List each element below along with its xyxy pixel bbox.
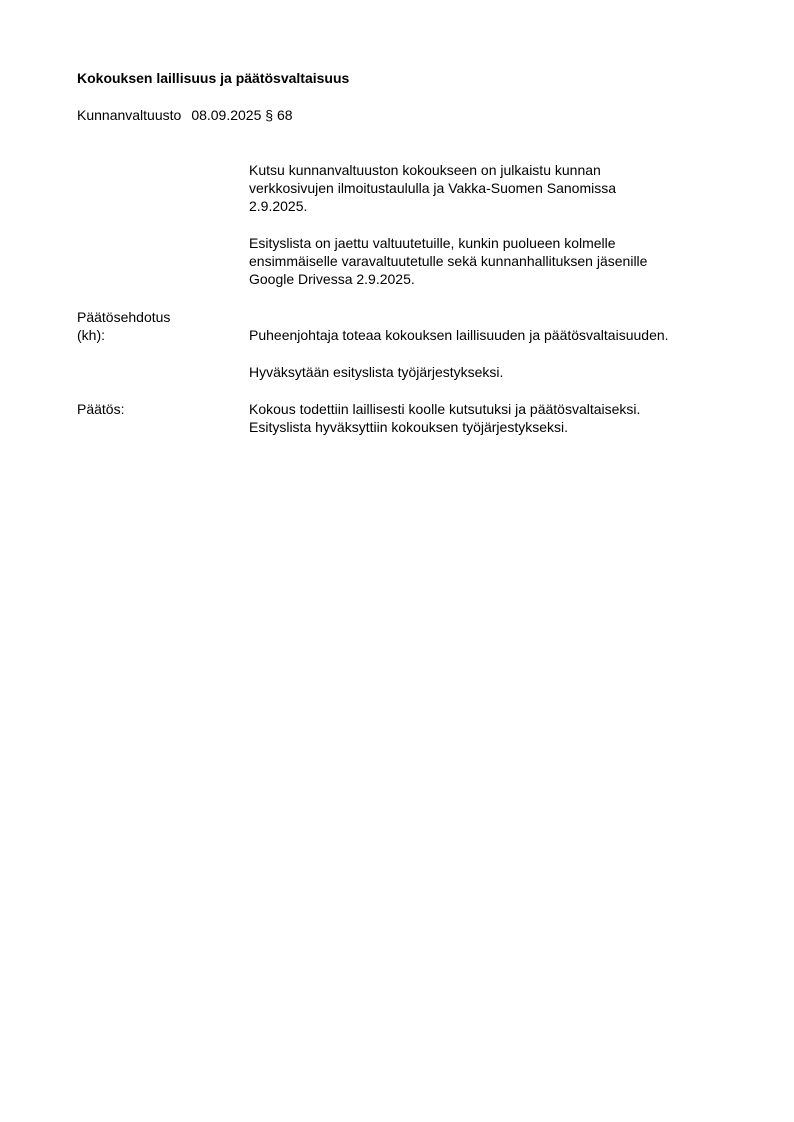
meeting-body: Kunnanvaltuusto bbox=[77, 107, 182, 123]
text-line: Google Drivessa 2.9.2025. bbox=[249, 271, 415, 287]
proposal-text-2 bbox=[249, 363, 749, 381]
intro-paragraph-1 bbox=[249, 161, 749, 215]
text-line: ensimmäiselle varavaltuutetulle sekä kunnanhallituksen jäsenille bbox=[249, 253, 648, 269]
meeting-reference bbox=[77, 106, 293, 124]
text-line: verkkosivujen ilmoitustaululla ja Vakka-Suomen Sanomissa bbox=[249, 180, 617, 196]
text-line: 2.9.2025. bbox=[249, 198, 308, 214]
decision-line-2: Esityslista hyväksyttiin kokouksen työjärjestykseksi. bbox=[249, 419, 568, 435]
decision-line-1: Kokous todettiin laillisesti koolle kutsutuksi ja päätösvaltaiseksi. bbox=[249, 401, 641, 417]
decision-text bbox=[249, 400, 749, 436]
document-title: Kokouksen laillisuus ja päätösvaltaisuus bbox=[77, 70, 350, 86]
decision-label: Päätös: bbox=[77, 401, 125, 417]
proposal-text bbox=[249, 326, 749, 344]
text-line: Kutsu kunnanvaltuuston kokoukseen on julkaistu kunnan bbox=[249, 162, 601, 178]
proposal-line-2: Hyväksytään esityslista työjärjestykseksi. bbox=[249, 364, 504, 380]
proposal-label-line-1: Päätösehdotus bbox=[77, 309, 171, 325]
proposal-label-line-2: (kh): bbox=[77, 327, 105, 343]
text-line: Esityslista on jaettu valtuutetuille, kunkin puolueen kolmelle bbox=[249, 235, 616, 251]
proposal-label bbox=[77, 308, 170, 344]
proposal-line-1: Puheenjohtaja toteaa kokouksen laillisuuden ja päätösvaltaisuuden. bbox=[249, 327, 669, 343]
meeting-date-section: 08.09.2025 § 68 bbox=[191, 107, 293, 123]
intro-paragraph-2 bbox=[249, 234, 749, 288]
